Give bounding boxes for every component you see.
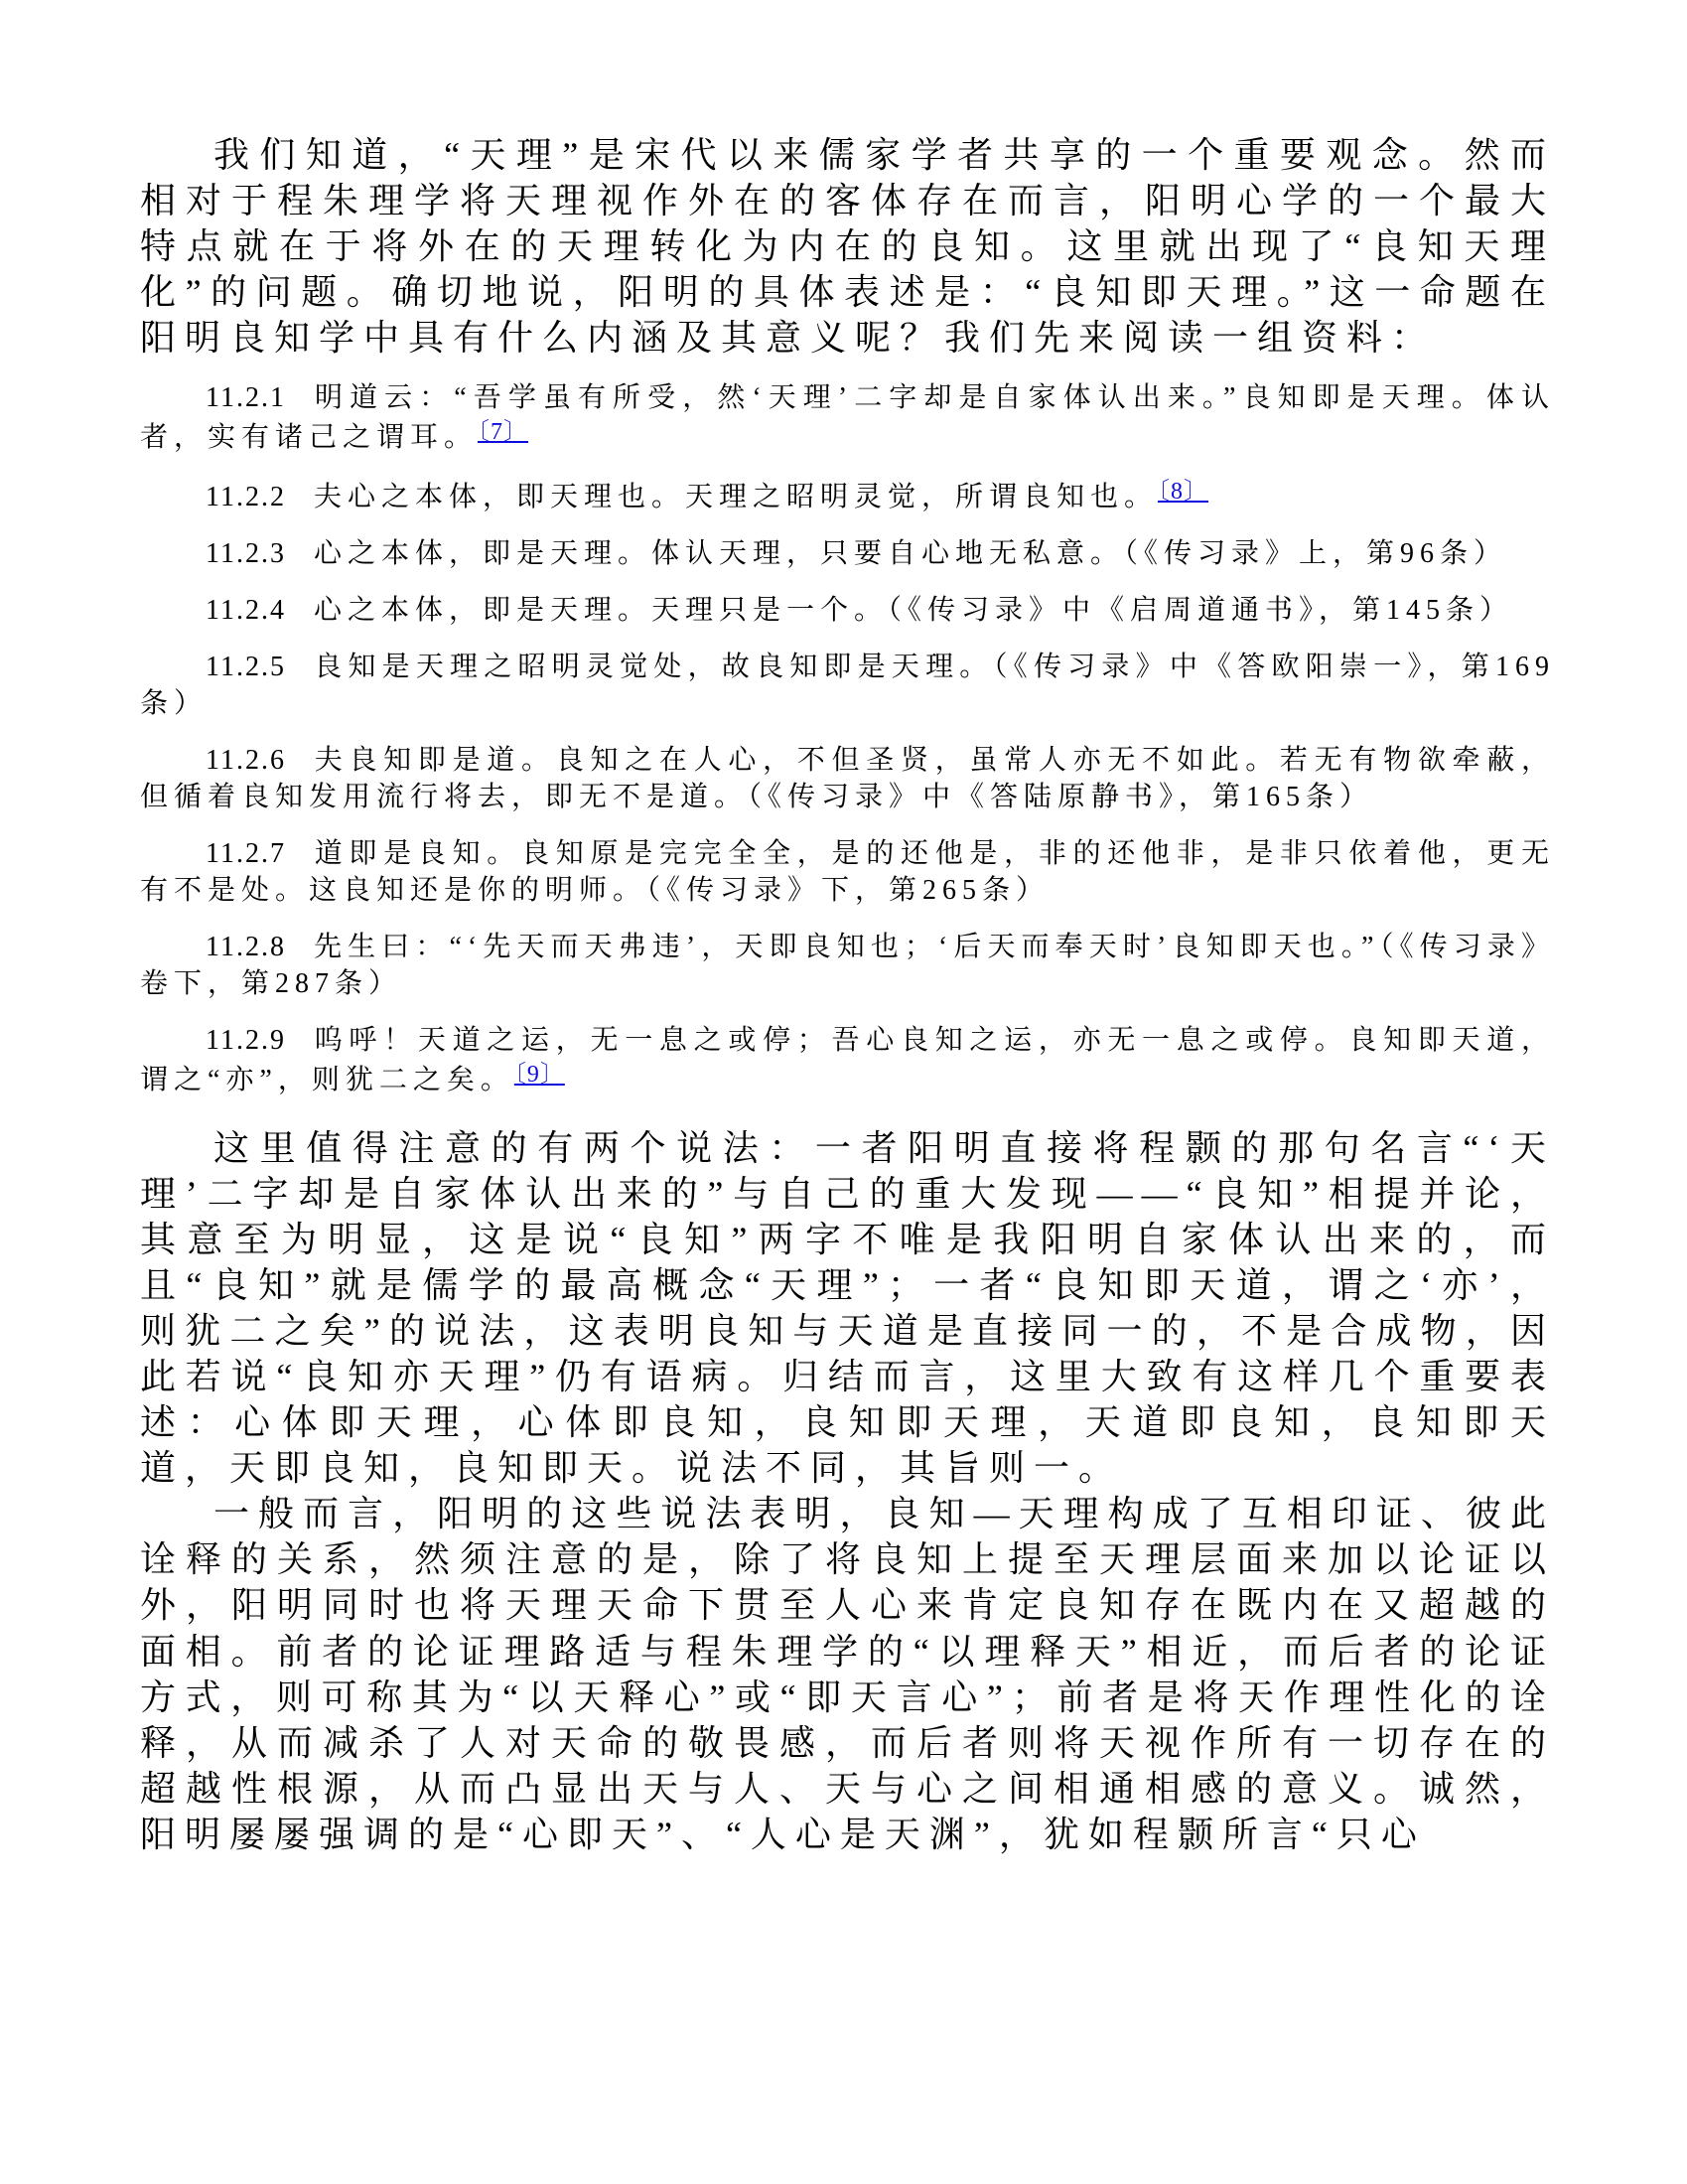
quote-number: 11.2.6	[206, 745, 286, 777]
quote-paragraph-11-2-3	[140, 536, 1555, 573]
page-content	[140, 132, 1555, 1857]
quote-text: 先生曰：“‘先天而天弗违’，天即良知也；‘后天而奉天时’良知即天也。”（《传习录》卷下，第287条）	[140, 931, 1555, 999]
quote-paragraph-11-2-1	[140, 380, 1555, 457]
quote-text: 心之本体，即是天理。体认天理，只要自心地无私意。（《传习录》上，第96条）	[313, 538, 1507, 570]
quote-paragraph-11-2-8	[140, 930, 1555, 1003]
footnote-link-9[interactable]: 〔9〕	[513, 1061, 565, 1088]
footnote-link-7[interactable]: 〔7〕	[478, 419, 529, 446]
quote-paragraph-11-2-7	[140, 836, 1555, 910]
quote-paragraph-11-2-9	[140, 1023, 1555, 1099]
footnote-link-8[interactable]: 〔8〕	[1157, 479, 1208, 506]
quote-text: 良知是天理之昭明灵觉处，故良知即是天理。（《传习录》中《答欧阳崇一》，第169条）	[140, 652, 1555, 720]
quote-number: 11.2.7	[206, 837, 286, 869]
quote-paragraph-11-2-5	[140, 650, 1555, 723]
quote-text: 明道云：“吾学虽有所受，然‘天理’二字却是自家体认出来。”良知即是天理。体认者，实有诸己之谓耳。	[140, 382, 1555, 454]
quote-number: 11.2.8	[206, 931, 286, 962]
quote-text: 道即是良知。良知原是完完全全，是的还他是，非的还他非，是非只依着他，更无有不是处。这良知还是你的明师。（《传习录》下，第265条）	[140, 837, 1555, 906]
quote-number: 11.2.5	[206, 652, 286, 683]
quote-paragraph-11-2-6	[140, 743, 1555, 816]
quote-number: 11.2.9	[206, 1024, 286, 1056]
quote-number: 11.2.1	[206, 382, 286, 414]
quote-text: 心之本体，即是天理。天理只是一个。（《传习录》中《启周道通书》，第145条）	[313, 595, 1513, 627]
quote-paragraph-11-2-2	[140, 477, 1555, 516]
analysis-paragraph-2: 一般而言，阳明的这些说法表明，良知—天理构成了互相印证、彼此诠释的关系，然须注意的是，除了将良知上提至天理层面来加以论证以外，阳明同时也将天理天命下贯至人心来肯定良知存在既内在又超越的面相。前者的论证理路适与程朱理学的“以理释天”相近，而后者的论证方式，则可称其为“以天释心”或“即天言心”；前者是将天作理性化的诠释，从而减杀了人对天命的敬畏感，而后者则将天视作所有一切存在的超越性根源，从而凸显出天与人、天与心之间相通相感的意义。诚然，阳明屡屡强调的是“心即天”、“人心是天渊”，犹如程颢所言“只心	[140, 1494, 1555, 1854]
quote-text: 夫良知即是道。良知之在人心，不但圣贤，虽常人亦无不如此。若无有物欲牵蔽，但循着良知发用流行将去，即无不是道。（《传习录》中《答陆原静书》，第165条）	[140, 745, 1555, 813]
quote-text: 呜呼！天道之运，无一息之或停；吾心良知之运，亦无一息之或停。良知即天道，谓之“亦”，则犹二之矣。	[140, 1024, 1555, 1095]
quote-text: 夫心之本体，即天理也。天理之昭明灵觉，所谓良知也。	[313, 482, 1158, 513]
quote-number: 11.2.3	[206, 538, 286, 570]
quote-paragraph-11-2-4	[140, 593, 1555, 630]
analysis-paragraph-1: 这里值得注意的有两个说法：一者阳明直接将程颢的那句名言“‘天理’二字却是自家体认出来的”与自己的重大发现——“良知”相提并论，其意至为明显，这是说“良知”两字不唯是我阳明自家体认出来的，而且“良知”就是儒学的最高概念“天理”；一者“良知即天道，谓之‘亦’，则犹二之矣”的说法，这表明良知与天道是直接同一的，不是合成物，因此若说“良知亦天理”仍有语病。归结而言，这里大致有这样几个重要表述：心体即天理，心体即良知，良知即天理，天道即良知，良知即天道，天即良知，良知即天。说法不同，其旨则一。	[140, 1127, 1555, 1489]
quote-number: 11.2.2	[206, 482, 286, 513]
quote-number: 11.2.4	[206, 595, 286, 627]
intro-paragraph: 我们知道，“天理”是宋代以来儒家学者共享的一个重要观念。然而相对于程朱理学将天理视作外在的客体存在而言，阳明心学的一个最大特点就在于将外在的天理转化为内在的良知。这里就出现了“良知天理化”的问题。确切地说，阳明的具体表述是：“良知即天理。”这一命题在阳明良知学中具有什么内涵及其意义呢？我们先来阅读一组资料：	[140, 135, 1555, 359]
